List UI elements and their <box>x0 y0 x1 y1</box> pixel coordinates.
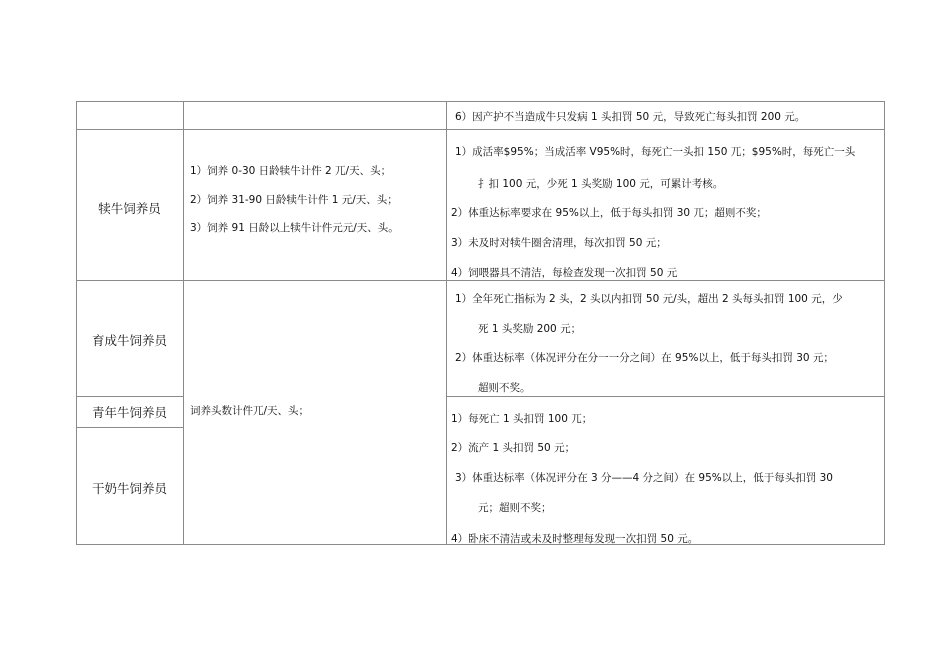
rule-text: 元；超则不奖； <box>478 502 552 514</box>
pay-text: 2）饲养 31-90 日龄犊牛计件 1 元/天、头； <box>190 194 398 206</box>
role-label-heifer-feeder: 育成牛饲养员 <box>91 333 167 348</box>
role-label-young-cattle-feeder: 青年牛饲养员 <box>91 405 167 420</box>
rule-text: 3）体重达标率（体况评分在 3 分——4 分之间）在 95%以上，低于每头扣罚 30 <box>455 472 833 484</box>
rule-text: 2）体重达标率（体况评分在分一一分之间）在 95%以上，低于每头扣罚 30 元； <box>455 352 834 364</box>
rule-text: 4）卧床不清洁或未及时整理每发现一次扣罚 50 元。 <box>451 533 699 545</box>
rule-text: 2）流产 1 头扣罚 50 元； <box>451 442 576 454</box>
rule-text: 6）因产护不当造成牛只发病 1 头扣罚 50 元，导致死亡每头扣罚 200 元。 <box>455 111 806 123</box>
rule-text: 3）未及时对犊牛圈舍清理，每次扣罚 50 元； <box>451 237 667 249</box>
rule-text: 2）体重达标率要求在 95%以上，低于每头扣罚 30 兀；超则不奖； <box>451 207 767 219</box>
rule-text: 4）饲喂器具不清洁，每检查发现一次扣罚 50 元 <box>451 267 678 279</box>
rule-text: 超则不奖。 <box>478 382 531 394</box>
rule-text: 1）每死亡 1 头扣罚 100 兀； <box>451 413 593 425</box>
rule-text: 1）成活率$95%；当成活率 V95%时，每死亡一头扣 150 兀；$95%时，每死亡一头 <box>455 146 856 158</box>
rule-text: 扌扣 100 元，少死 1 头奖励 100 元，可累计考核。 <box>478 178 724 190</box>
pay-text: 3）饲养 91 日龄以上犊牛计件元元/天、头。 <box>190 222 399 234</box>
role-label-dry-cow-feeder: 干奶牛饲养员 <box>91 481 167 496</box>
pay-text-shared: 词养头数计件兀/天、头； <box>190 405 310 417</box>
rule-text: 1）全年死亡指标为 2 头，2 头以内扣罚 50 元/头，超出 2 头每头扣罚 100 元，少 <box>455 293 843 305</box>
role-label-calf-feeder: 犊牛饲养员 <box>98 201 161 216</box>
pay-text: 1）饲养 0-30 日龄犊牛计件 2 兀/天、头； <box>190 165 392 177</box>
rule-text: 死 1 头奖励 200 元； <box>478 323 582 335</box>
